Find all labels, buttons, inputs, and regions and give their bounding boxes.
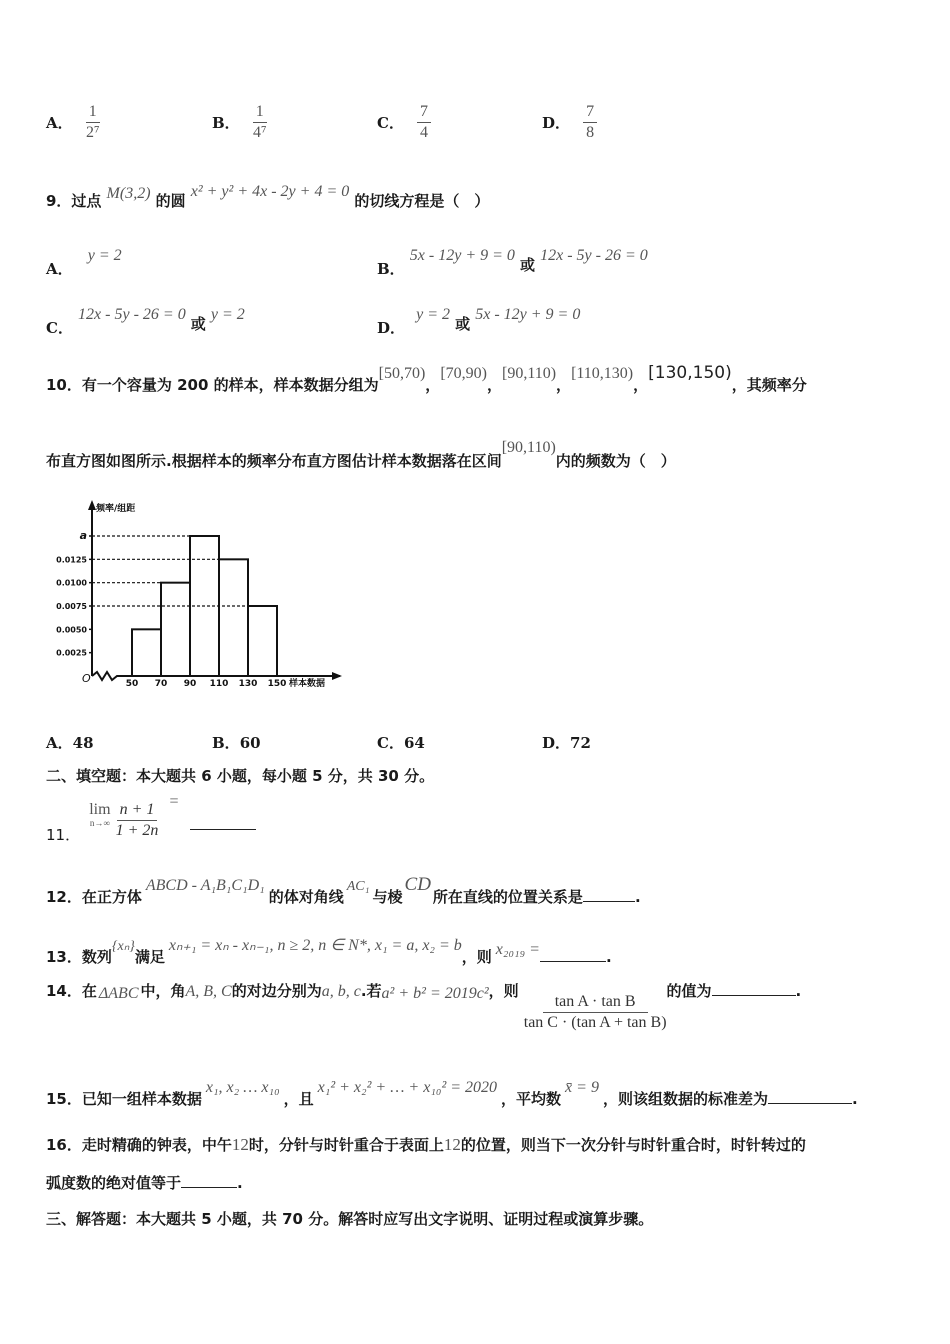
target-interval: [90,110) — [501, 439, 556, 456]
group-interval: [110,130) — [571, 365, 634, 382]
q10-option-c: C．64 — [377, 734, 425, 752]
x-tick-label: 70 — [154, 679, 168, 689]
q8-option-c — [377, 100, 431, 143]
section-heading-solutions: 三、解答题：本大题共 5 小题，共 70 分。解答时应写出文字说明、证明过程或演算步骤。 — [46, 1210, 654, 1228]
x-axis-arrow — [332, 672, 342, 680]
q16-line1: 16．走时精确的钟表，中午12时，分针与时针重合于表面上12的位置，则当下一次分针与时针重合时，时针转过的 — [46, 1135, 806, 1154]
x-tick-label: 150 — [267, 679, 287, 689]
q10-option-b: B．60 — [212, 734, 261, 752]
section-heading-fill-in: 二、填空题：本大题共 6 小题，每小题 5 分，共 30 分。 — [46, 767, 435, 785]
q11: 11． lim n→∞ $\frac{n + 1}{1 + 2n}$ = — [46, 790, 256, 841]
y-axis-arrow — [88, 500, 96, 510]
y-axis-title: 频率/组距 — [96, 504, 136, 514]
answer-blank — [583, 886, 635, 902]
fraction: $\frac{n + 1}{1 + 2n}$ — [115, 801, 159, 839]
q9-option-b: B． 5x - 12y + 9 = 0 或 12x - 5y - 26 = 0 — [377, 247, 648, 278]
answer-blank — [190, 814, 256, 830]
x-tick-label: 110 — [209, 679, 229, 689]
circle-equation: x² + y² + 4x - 2y + 4 = 0 — [190, 183, 350, 200]
histogram-bar — [219, 559, 248, 676]
limit-operator: lim n→∞ — [89, 801, 111, 828]
q9-option-a: A． y = 2 — [46, 247, 122, 278]
fraction: $\frac{1}{\text{2⁷}}$ — [85, 103, 100, 141]
x-axis-title: 样本数据 — [289, 679, 326, 689]
q8-option-b — [212, 100, 267, 143]
q13: 13．数列{xₙ}满足xₙ₊₁ = xₙ - xₙ₋₁, n ≥ 2, n ∈ N*, x₁ = a, x₂ = b，则 x₂₀₁₉ = . — [46, 937, 612, 966]
group-interval: [90,110) — [501, 365, 557, 382]
group-interval: [70,90) — [440, 365, 487, 382]
fraction: $\frac{1}{\text{4⁷}}$ — [252, 103, 267, 141]
y-tick-label: 0.0050 — [56, 625, 87, 635]
group-interval: [130,150) — [648, 363, 732, 383]
histogram-bar — [161, 583, 190, 676]
q8-option-a — [46, 100, 100, 143]
q9-option-d: D． y = 2 或 5x - 12y + 9 = 0 — [377, 306, 581, 337]
option-label: C． — [377, 114, 404, 132]
answer-blank — [181, 1172, 237, 1188]
answer-blank — [768, 1088, 852, 1104]
group-interval: [50,70) — [378, 365, 426, 382]
option-label: A． — [46, 114, 73, 132]
point: M(3,2) — [106, 185, 151, 202]
y-tick-label: 0.0025 — [56, 648, 87, 658]
fraction: $\frac{7}{4}$ — [417, 102, 431, 143]
y-tick-label: 0.0100 — [56, 578, 87, 588]
q9-option-c: C． 12x - 5y - 26 = 0 或 y = 2 — [46, 306, 245, 337]
answer-blank — [540, 946, 606, 962]
x-tick-label: 90 — [183, 679, 197, 689]
fraction: $\frac{7}{8}$ — [583, 102, 597, 143]
histogram-bar — [248, 606, 277, 676]
fraction: $\frac{\text{tan A · tan B}}{\text{tan C · (tan A + tan B)}}$ — [523, 993, 667, 1031]
q10-option-d: D．72 — [542, 734, 591, 752]
q8-option-d — [542, 100, 597, 143]
origin-label: O — [82, 672, 91, 685]
q14: 14．在 ΔABC 中，角A, B, C的对边分别为a, b, c.若a² + b² = 2019c²，则 $\frac{\text{tan A · tan B}}{\text{tan C · (tan A + tan B)}}$ 的值为 . — [46, 982, 802, 1031]
histogram-bar — [132, 629, 161, 676]
x-tick-label: 50 — [125, 679, 139, 689]
frequency-histogram — [40, 494, 350, 694]
x-tick-label: 130 — [238, 679, 258, 689]
y-tick-label: 0.0075 — [56, 602, 87, 611]
option-label: B． — [212, 114, 240, 132]
q10-stem-line2: 布直方图如图所示.根据样本的频率分布直方图估计样本数据落在区间[90,110)内的频数为（ ） — [46, 439, 676, 470]
option-label: D． — [542, 114, 571, 132]
y-tick-label: a — [79, 529, 87, 542]
q12: 12．在正方体ABCD - A₁B₁C₁D₁的体对角线AC₁与棱CD所在直线的位置关系是 . — [46, 874, 641, 906]
y-tick-label: 0.0125 — [56, 555, 87, 565]
q10-option-a: A．48 — [46, 734, 94, 752]
q15: 15．已知一组样本数据x₁, x₂ … x₁₀，且x₁² + x₂² + … + x₁₀² = 2020，平均数x̄ = 9，则该组数据的标准差为 . — [46, 1079, 858, 1108]
q16-line2: 弧度数的绝对值等于 . — [46, 1174, 243, 1192]
q10-stem-line1: 10．有一个容量为 200 的样本，样本数据分组为[50,70)，[70,90)，[90,110)，[110,130)，[130,150)，其频率分 — [46, 363, 807, 394]
q9-stem: 9．过点 M(3,2) 的圆 x² + y² + 4x - 2y + 4 = 0 的切线方程是（ ） — [46, 183, 490, 210]
answer-blank — [712, 980, 796, 996]
